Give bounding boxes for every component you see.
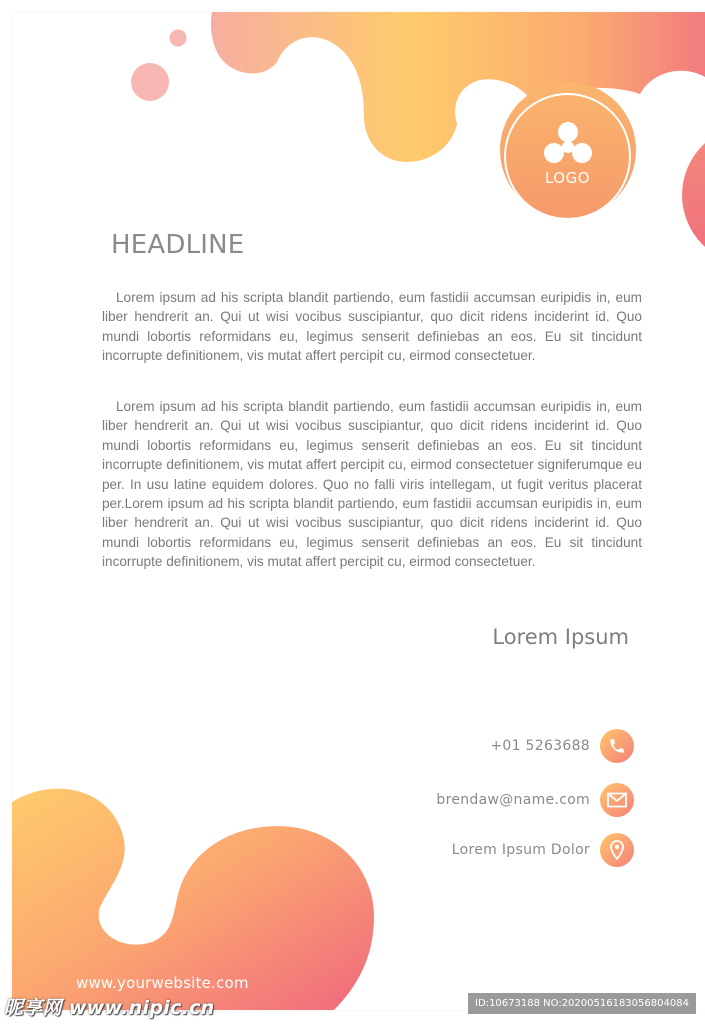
address-text: Lorem Ipsum Dolor [451, 842, 590, 858]
watermark-id: ID:10673188 NO:20200516183056804084 [468, 993, 696, 1014]
body-paragraph-1: Lorem ipsum ad his scripta blandit partiendo, eum fastidii accumsan euripidis in, eum liber hendrerit an. Qui ut wisi vocibus suscipiantur, quo dicit ridens inciderint id. Quo mundi lobortis reformidans eu, legimus senserit definiebas an eos. Eu sit tincidunt incorrupte definitionem, vis mutat affert percipit cu, eirmod consectetuer. [102, 290, 642, 364]
phone-icon [600, 729, 634, 763]
phone-number: +01 5263688 [490, 738, 590, 754]
watermark-brand: 昵享网 www.nipic.cn [4, 997, 215, 1019]
letterhead-page [12, 12, 705, 1010]
envelope-icon [600, 783, 634, 817]
email-address: brendaw@name.com [436, 792, 590, 808]
contact-address [452, 833, 634, 867]
map-pin-icon [600, 833, 634, 867]
logo-label: LOGO [544, 168, 591, 187]
body-paragraph-2: Lorem ipsum ad his scripta blandit partiendo, eum fastidii accumsan euripidis in, eum liber hendrerit an. Qui ut wisi vocibus suscipiantur, quo dicit ridens inciderint id. Quo mundi lobortis reformidans eu, legimus senserit definiebas an eos. Eu sit tincidunt incorrupte definitionem, vis mutat affert percipit cu, eirmod consectetuer signiferumque eu per. In usu latine equidem dolores. Quo no falli viris intellegam, ut fugit veritus placerat per.Lorem ipsum ad his scripta blandit partiendo, eum fastidii accumsan euripidis in, eum liber hendrerit an. Qui ut wisi vocibus suscipiantur, quo dicit ridens inciderint id. Quo mundi lobortis reformidans eu, legimus senserit definiebas an eos. Eu sit tincidunt incorrupte definitionem, vis mutat affert percipit cu, eirmod consectetuer. [102, 399, 642, 570]
contact-phone [490, 729, 634, 763]
signature-name: Lorem Ipsum [492, 625, 629, 649]
contact-email [436, 783, 634, 817]
website-url: www.yourwebsite.com [76, 974, 249, 992]
headline: HEADLINE [111, 230, 245, 260]
